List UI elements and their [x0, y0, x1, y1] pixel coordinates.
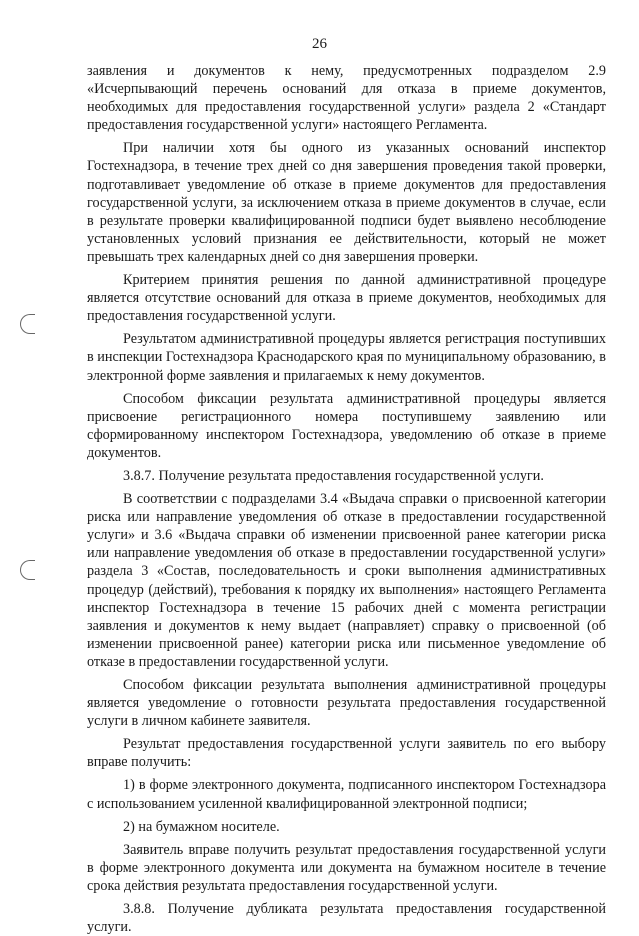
section-heading: 3.8.7. Получение результата предоставления государственной услуги.: [123, 467, 544, 484]
section-heading: 3.8.8. Получение дубликата результата предоставления государственной услуги.: [87, 901, 606, 936]
list-item: 1) в форме электронного документа, подписанного инспектором Гостехнадзора с использованием усиленной квалифицированной электронной подписи;: [87, 777, 606, 812]
paragraph: Способом фиксации результата выполнения административной процедуры является уведомление о готовности результата предоставления государственной услуги в личном кабинете заявителя.: [87, 677, 606, 730]
document-body: [87, 62, 606, 936]
paragraph: Результат предоставления государственной услуги заявитель по его выбору вправе получить:: [87, 736, 606, 771]
paragraph: При наличии хотя бы одного из указанных оснований инспектор Гостехнадзора, в течение трех дней со дня завершения проведения такой проверки, подготавливает уведомление об отказе в приеме документов для предоставления государственной услуги, за исключением отказа в приеме документов в случае, если в результате проверки квалифицированной подписи будет выявлено несоблюдение установленных условий признания ее действительности, который не может превышать трех календарных дней со дня завершения проверки.: [87, 140, 606, 265]
paragraph: Заявитель вправе получить результат предоставления государственной услуги в форме электронного документа или документа на бумажном носителе в течение срока действия результата предоставления государственной услуги.: [87, 841, 606, 894]
paragraph: заявления и документов к нему, предусмотренных подразделом 2.9 «Исчерпывающий перечень оснований для отказа в приеме документов, необходимых для предоставления государственной услуги» раздела 2 «Стандарт предоставления государственной услуги» настоящего Регламента.: [87, 63, 606, 134]
paragraph: Способом фиксации результата административной процедуры является присвоение регистрационного номера поступившему заявлению или сформированному инспектором Гостехнадзора, уведомлению об отказе в приеме документов.: [87, 390, 606, 461]
binding-hole-mark: [20, 560, 35, 580]
paragraph: Критерием принятия решения по данной административной процедуре является отсутствие оснований для отказа в приеме документов, необходимых для предоставления государственной услуги.: [87, 272, 606, 325]
binding-hole-mark: [20, 314, 35, 334]
paragraph: Результатом административной процедуры является регистрация поступивших в инспекции Гостехнадзора Краснодарского края по муниципальному образованию, в электронной форме заявления и прилагаемых к нему документов.: [87, 331, 606, 384]
paragraph: В соответствии с подразделами 3.4 «Выдача справки о присвоенной категории риска или направление уведомления об отказе в предоставлении государственной услуги» и 3.6 «Выдача справки об изменении присвоенной ранее категории риска или направление уведомления об отказе в предоставлении государственной услуги» раздела 3 «Состав, последовательность и сроки выполнения административных процедур (действий), требования к порядку их выполнения» настоящего Регламента инспектор Гостехнадзора в течение 15 рабочих дней с момента регистрации заявления и документов к нему выдает (направляет) справку о присвоенной (об изменении присвоенной ранее) категории риска или письменное уведомление об отказе в предоставлении государственной услуги.: [87, 491, 606, 670]
page-number: 26: [312, 36, 327, 52]
list-item: 2) на бумажном носителе.: [123, 818, 280, 835]
